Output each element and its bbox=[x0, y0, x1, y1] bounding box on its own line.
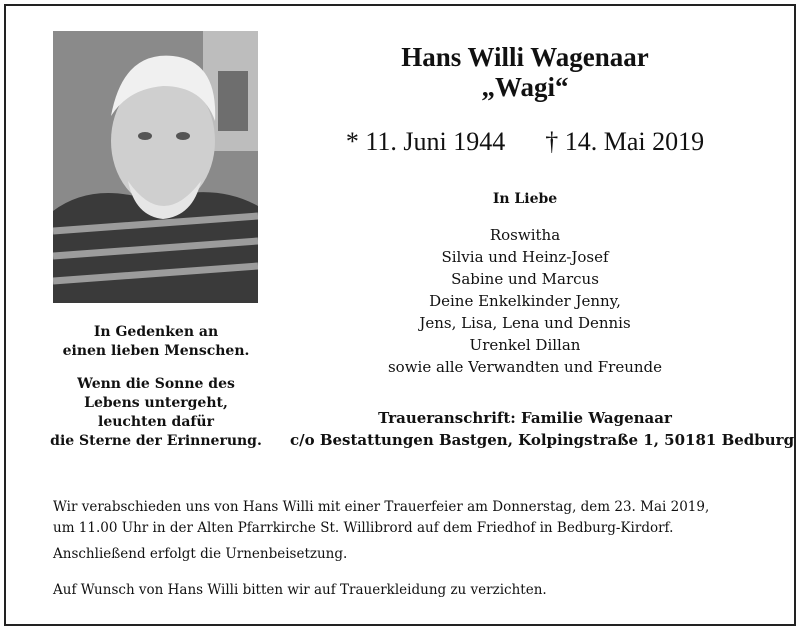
full-name: Hans Willi Wagenaar bbox=[401, 42, 649, 72]
mourning-address bbox=[290, 407, 795, 451]
family-member: Sabine und Marcus bbox=[451, 270, 599, 288]
birth-date: * 11. Juni 1944 bbox=[345, 127, 506, 156]
notice-line: Wir verabschieden uns von Hans Willi mit einer Trauerfeier am Donnerstag, dem 23. Mai 2019, bbox=[53, 499, 710, 515]
memorial-line: einen lieben Menschen. bbox=[62, 343, 250, 359]
family-member: Deine Enkelkinder Jenny, bbox=[429, 292, 621, 310]
address-line: c/o Bestattungen Bastgen, Kolpingstraße 1, 50181 Bedburg bbox=[290, 431, 795, 449]
quote-text bbox=[40, 375, 272, 451]
family-member: Jens, Lisa, Lena und Dennis bbox=[419, 314, 631, 332]
nickname: „Wagi“ bbox=[481, 72, 569, 102]
deceased-name bbox=[300, 42, 750, 102]
ceremony-notice bbox=[53, 497, 773, 539]
family-member: Urenkel Dillan bbox=[469, 336, 581, 354]
urn-notice: Anschließend erfolgt die Urnenbeisetzung. bbox=[53, 546, 348, 562]
notice-line: um 11.00 Uhr in der Alten Pfarrkirche St. Willibrord auf dem Friedhof in Bedburg-Kirdorf. bbox=[53, 520, 674, 536]
in-liebe-heading: In Liebe bbox=[492, 191, 558, 207]
quote-line: Lebens untergeht, bbox=[84, 395, 228, 411]
death-date: † 14. Mai 2019 bbox=[545, 127, 705, 156]
clothing-wish: Auf Wunsch von Hans Willi bitten wir auf Trauerkleidung zu verzichten. bbox=[53, 582, 547, 598]
memorial-line: In Gedenken an bbox=[93, 324, 219, 340]
portrait-photo bbox=[53, 31, 258, 303]
quote-line: leuchten dafür bbox=[98, 414, 214, 430]
family-list bbox=[300, 224, 750, 378]
memorial-text bbox=[40, 323, 272, 361]
address-line: Traueranschrift: Familie Wagenaar bbox=[378, 409, 672, 427]
quote-line: die Sterne der Erinnerung. bbox=[50, 433, 262, 449]
family-member: sowie alle Verwandten und Freunde bbox=[387, 358, 663, 376]
family-member: Roswitha bbox=[489, 226, 561, 244]
life-dates bbox=[300, 127, 750, 157]
quote-line: Wenn die Sonne des bbox=[77, 376, 235, 392]
family-member: Silvia und Heinz-Josef bbox=[441, 248, 609, 266]
